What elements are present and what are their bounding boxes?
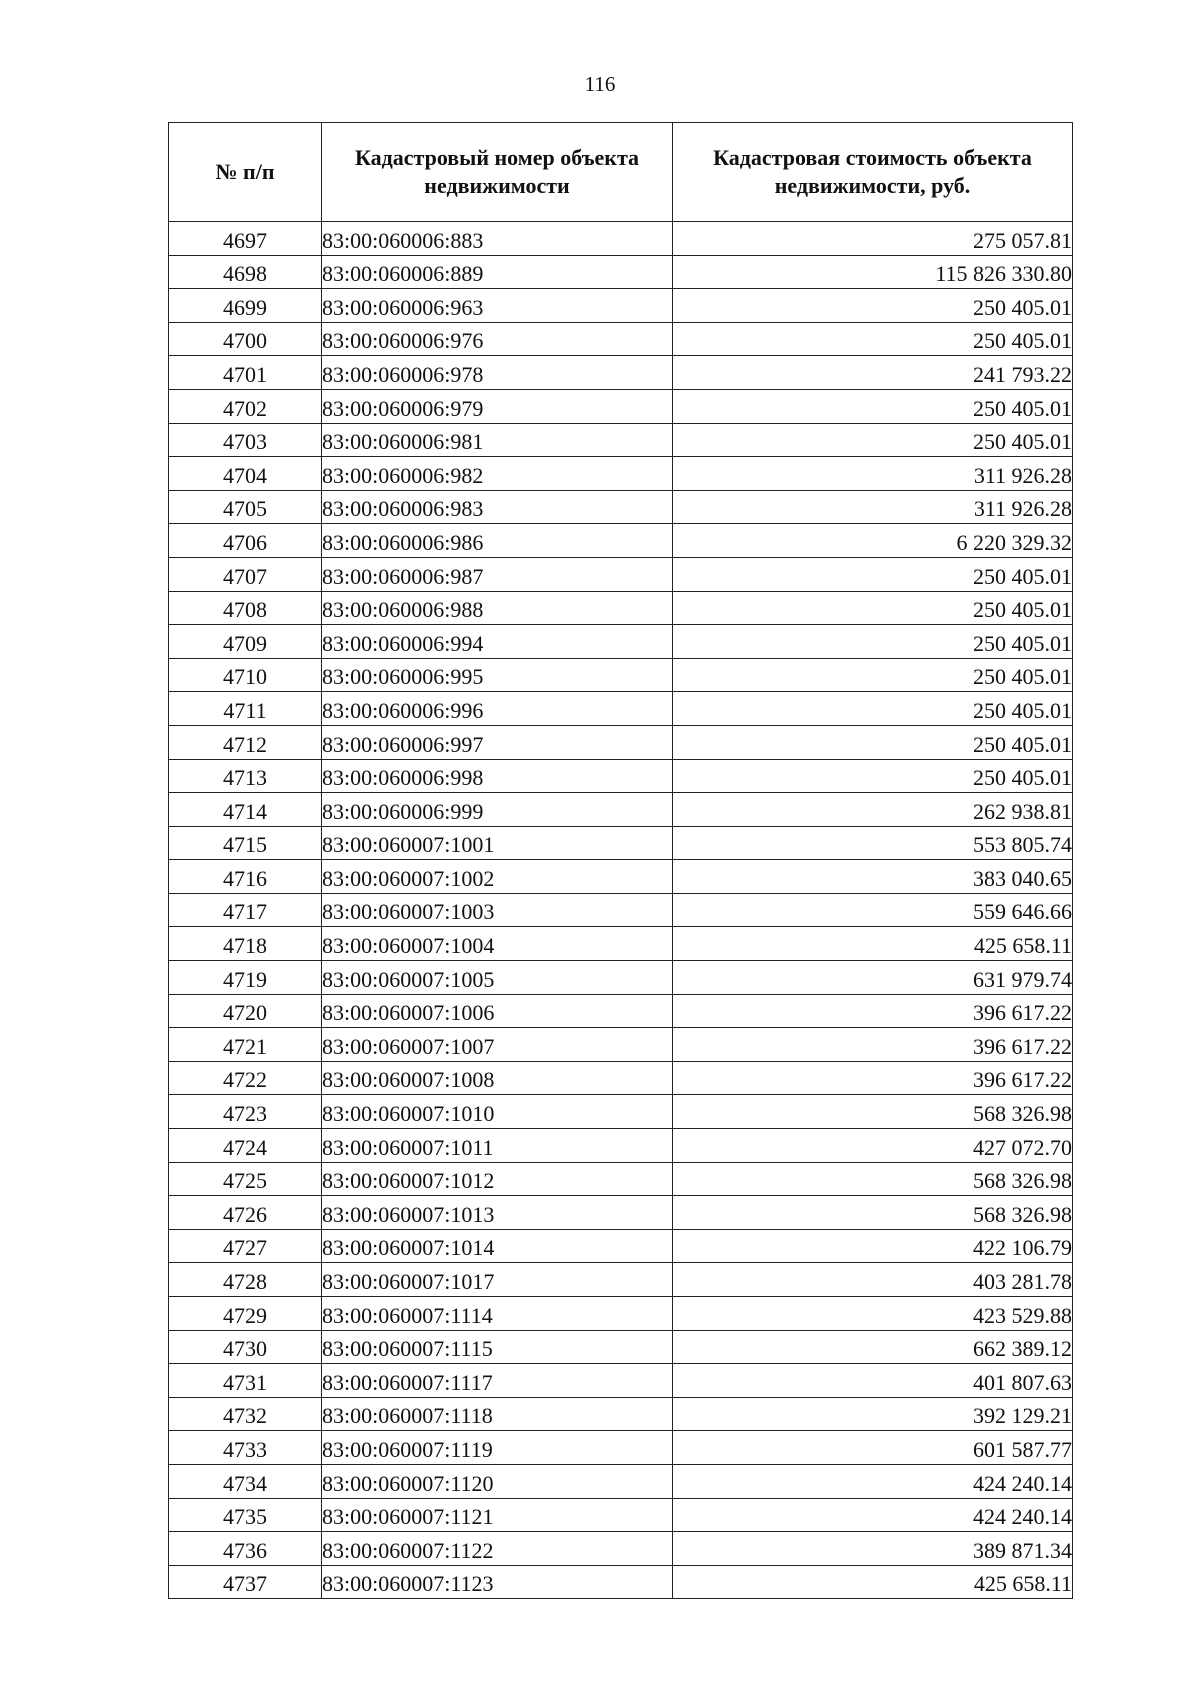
table-row	[169, 289, 1073, 323]
cadastral-value-cell: 250 405.01	[673, 658, 1073, 692]
row-number: 4737	[169, 1565, 322, 1599]
row-number: 4702	[169, 389, 322, 423]
row-number: 4699	[169, 289, 322, 323]
cadastral-value-cell: 250 405.01	[673, 759, 1073, 793]
header-cadastral-value: Кадастровая стоимость объекта недвижимости, руб.	[673, 123, 1073, 222]
row-number: 4715	[169, 826, 322, 860]
header-number: № п/п	[169, 123, 322, 222]
row-number: 4717	[169, 893, 322, 927]
cadastral-value-cell: 553 805.74	[673, 826, 1073, 860]
row-number: 4723	[169, 1095, 322, 1129]
cadastral-value-cell: 250 405.01	[673, 423, 1073, 457]
table-row	[169, 927, 1073, 961]
table-row	[169, 1464, 1073, 1498]
page-number: 116	[584, 72, 616, 96]
cadastral-value-cell: 568 326.98	[673, 1095, 1073, 1129]
cadastral-value-cell: 424 240.14	[673, 1498, 1073, 1532]
row-number: 4700	[169, 322, 322, 356]
row-number: 4703	[169, 423, 322, 457]
table-row	[169, 1431, 1073, 1465]
table-row	[169, 591, 1073, 625]
table-row	[169, 557, 1073, 591]
cadastral-value-cell: 250 405.01	[673, 289, 1073, 323]
cadastral-number-cell: 83:00:060007:1121	[322, 1498, 673, 1532]
cadastral-value-cell: 568 326.98	[673, 1196, 1073, 1230]
table-row	[169, 1532, 1073, 1566]
table-row	[169, 961, 1073, 995]
cadastral-number-cell: 83:00:060007:1007	[322, 1028, 673, 1062]
row-number: 4707	[169, 557, 322, 591]
row-number: 4704	[169, 457, 322, 491]
table-row	[169, 893, 1073, 927]
cadastral-number-cell: 83:00:060007:1002	[322, 860, 673, 894]
cadastral-value-cell: 601 587.77	[673, 1431, 1073, 1465]
table-row	[169, 1397, 1073, 1431]
row-number: 4712	[169, 725, 322, 759]
table-row	[169, 1129, 1073, 1163]
cadastral-value-cell: 262 938.81	[673, 793, 1073, 827]
row-number: 4719	[169, 961, 322, 995]
cadastral-number-cell: 83:00:060006:976	[322, 322, 673, 356]
cadastral-value-cell: 250 405.01	[673, 591, 1073, 625]
cadastral-value-cell: 401 807.63	[673, 1364, 1073, 1398]
table-row	[169, 658, 1073, 692]
table-row	[169, 457, 1073, 491]
cadastral-number-cell: 83:00:060007:1118	[322, 1397, 673, 1431]
cadastral-value-cell: 396 617.22	[673, 994, 1073, 1028]
row-number: 4732	[169, 1397, 322, 1431]
cadastral-number-cell: 83:00:060007:1115	[322, 1330, 673, 1364]
row-number: 4701	[169, 356, 322, 390]
row-number: 4725	[169, 1162, 322, 1196]
row-number: 4730	[169, 1330, 322, 1364]
row-number: 4734	[169, 1464, 322, 1498]
cadastral-value-cell: 425 658.11	[673, 1565, 1073, 1599]
cadastral-number-cell: 83:00:060007:1006	[322, 994, 673, 1028]
row-number: 4736	[169, 1532, 322, 1566]
cadastral-value-cell: 250 405.01	[673, 625, 1073, 659]
row-number: 4729	[169, 1297, 322, 1331]
row-number: 4731	[169, 1364, 322, 1398]
table-row	[169, 222, 1073, 256]
cadastral-value-cell: 6 220 329.32	[673, 524, 1073, 558]
table-row	[169, 793, 1073, 827]
cadastral-number-cell: 83:00:060007:1004	[322, 927, 673, 961]
row-number: 4721	[169, 1028, 322, 1062]
cadastral-value-cell: 383 040.65	[673, 860, 1073, 894]
cadastral-number-cell: 83:00:060006:988	[322, 591, 673, 625]
table-row	[169, 1061, 1073, 1095]
row-number: 4716	[169, 860, 322, 894]
cadastral-number-cell: 83:00:060007:1011	[322, 1129, 673, 1163]
row-number: 4722	[169, 1061, 322, 1095]
row-number: 4697	[169, 222, 322, 256]
cadastral-value-cell: 662 389.12	[673, 1330, 1073, 1364]
row-number: 4698	[169, 255, 322, 289]
row-number: 4705	[169, 490, 322, 524]
cadastral-value-cell: 568 326.98	[673, 1162, 1073, 1196]
row-number: 4720	[169, 994, 322, 1028]
cadastral-number-cell: 83:00:060007:1010	[322, 1095, 673, 1129]
table-row	[169, 356, 1073, 390]
table-row	[169, 1263, 1073, 1297]
cadastral-value-cell: 559 646.66	[673, 893, 1073, 927]
cadastral-number-cell: 83:00:060006:998	[322, 759, 673, 793]
cadastral-number-cell: 83:00:060007:1012	[322, 1162, 673, 1196]
cadastral-value-cell: 422 106.79	[673, 1229, 1073, 1263]
cadastral-value-cell: 392 129.21	[673, 1397, 1073, 1431]
table-row	[169, 1565, 1073, 1599]
cadastral-number-cell: 83:00:060007:1120	[322, 1464, 673, 1498]
table-row	[169, 860, 1073, 894]
cadastral-value-cell: 250 405.01	[673, 389, 1073, 423]
cadastral-number-cell: 83:00:060007:1001	[322, 826, 673, 860]
cadastral-number-cell: 83:00:060007:1119	[322, 1431, 673, 1465]
table-row	[169, 725, 1073, 759]
table-row	[169, 389, 1073, 423]
table-row	[169, 692, 1073, 726]
table-header	[169, 123, 1073, 222]
cadastral-value-cell: 311 926.28	[673, 490, 1073, 524]
table-row	[169, 1364, 1073, 1398]
table-row	[169, 826, 1073, 860]
row-number: 4733	[169, 1431, 322, 1465]
table-row	[169, 1028, 1073, 1062]
table-row	[169, 490, 1073, 524]
cadastral-number-cell: 83:00:060006:995	[322, 658, 673, 692]
cadastral-number-cell: 83:00:060006:987	[322, 557, 673, 591]
cadastral-number-cell: 83:00:060006:883	[322, 222, 673, 256]
row-number: 4714	[169, 793, 322, 827]
cadastral-value-cell: 396 617.22	[673, 1061, 1073, 1095]
row-number: 4718	[169, 927, 322, 961]
cadastral-value-cell: 425 658.11	[673, 927, 1073, 961]
cadastral-number-cell: 83:00:060007:1013	[322, 1196, 673, 1230]
row-number: 4710	[169, 658, 322, 692]
cadastral-number-cell: 83:00:060006:978	[322, 356, 673, 390]
cadastral-value-cell: 250 405.01	[673, 322, 1073, 356]
cadastral-value-cell: 396 617.22	[673, 1028, 1073, 1062]
cadastral-number-cell: 83:00:060007:1008	[322, 1061, 673, 1095]
table-row	[169, 524, 1073, 558]
cadastral-value-cell: 275 057.81	[673, 222, 1073, 256]
row-number: 4708	[169, 591, 322, 625]
row-number: 4713	[169, 759, 322, 793]
row-number: 4726	[169, 1196, 322, 1230]
table-row	[169, 625, 1073, 659]
table-row	[169, 1330, 1073, 1364]
table-row	[169, 255, 1073, 289]
cadastral-value-cell: 241 793.22	[673, 356, 1073, 390]
cadastral-number-cell: 83:00:060007:1003	[322, 893, 673, 927]
cadastral-value-cell: 423 529.88	[673, 1297, 1073, 1331]
cadastral-number-cell: 83:00:060007:1114	[322, 1297, 673, 1331]
row-number: 4709	[169, 625, 322, 659]
cadastral-number-cell: 83:00:060007:1017	[322, 1263, 673, 1297]
cadastral-value-cell: 427 072.70	[673, 1129, 1073, 1163]
table-row	[169, 423, 1073, 457]
header-cadastral-number: Кадастровый номер объекта недвижимости	[322, 123, 673, 222]
table-row	[169, 1162, 1073, 1196]
row-number: 4724	[169, 1129, 322, 1163]
table-row	[169, 1297, 1073, 1331]
cadastral-number-cell: 83:00:060006:986	[322, 524, 673, 558]
table-row	[169, 1498, 1073, 1532]
cadastral-number-cell: 83:00:060007:1117	[322, 1364, 673, 1398]
cadastral-number-cell: 83:00:060006:981	[322, 423, 673, 457]
cadastral-value-cell: 389 871.34	[673, 1532, 1073, 1566]
cadastral-value-cell: 424 240.14	[673, 1464, 1073, 1498]
table-row	[169, 1196, 1073, 1230]
cadastral-value-cell: 115 826 330.80	[673, 255, 1073, 289]
cadastral-value-cell: 250 405.01	[673, 692, 1073, 726]
row-number: 4735	[169, 1498, 322, 1532]
cadastral-number-cell: 83:00:060006:983	[322, 490, 673, 524]
cadastral-value-cell: 250 405.01	[673, 725, 1073, 759]
cadastral-number-cell: 83:00:060007:1122	[322, 1532, 673, 1566]
row-number: 4727	[169, 1229, 322, 1263]
row-number: 4706	[169, 524, 322, 558]
cadastral-number-cell: 83:00:060006:963	[322, 289, 673, 323]
cadastral-number-cell: 83:00:060007:1005	[322, 961, 673, 995]
table-row	[169, 759, 1073, 793]
cadastral-value-cell: 403 281.78	[673, 1263, 1073, 1297]
cadastral-number-cell: 83:00:060007:1014	[322, 1229, 673, 1263]
header-row	[169, 123, 1073, 222]
table-row	[169, 1229, 1073, 1263]
table-row	[169, 994, 1073, 1028]
table-row	[169, 1095, 1073, 1129]
cadastral-value-cell: 631 979.74	[673, 961, 1073, 995]
cadastral-number-cell: 83:00:060006:999	[322, 793, 673, 827]
cadastral-number-cell: 83:00:060006:979	[322, 389, 673, 423]
cadastral-number-cell: 83:00:060006:889	[322, 255, 673, 289]
table-row	[169, 322, 1073, 356]
cadastral-value-cell: 250 405.01	[673, 557, 1073, 591]
row-number: 4711	[169, 692, 322, 726]
cadastral-number-cell: 83:00:060006:982	[322, 457, 673, 491]
cadastral-value-table	[168, 122, 1073, 1599]
cadastral-value-cell: 311 926.28	[673, 457, 1073, 491]
cadastral-number-cell: 83:00:060006:997	[322, 725, 673, 759]
cadastral-number-cell: 83:00:060006:996	[322, 692, 673, 726]
row-number: 4728	[169, 1263, 322, 1297]
cadastral-number-cell: 83:00:060007:1123	[322, 1565, 673, 1599]
cadastral-number-cell: 83:00:060006:994	[322, 625, 673, 659]
table-body	[169, 222, 1073, 1599]
